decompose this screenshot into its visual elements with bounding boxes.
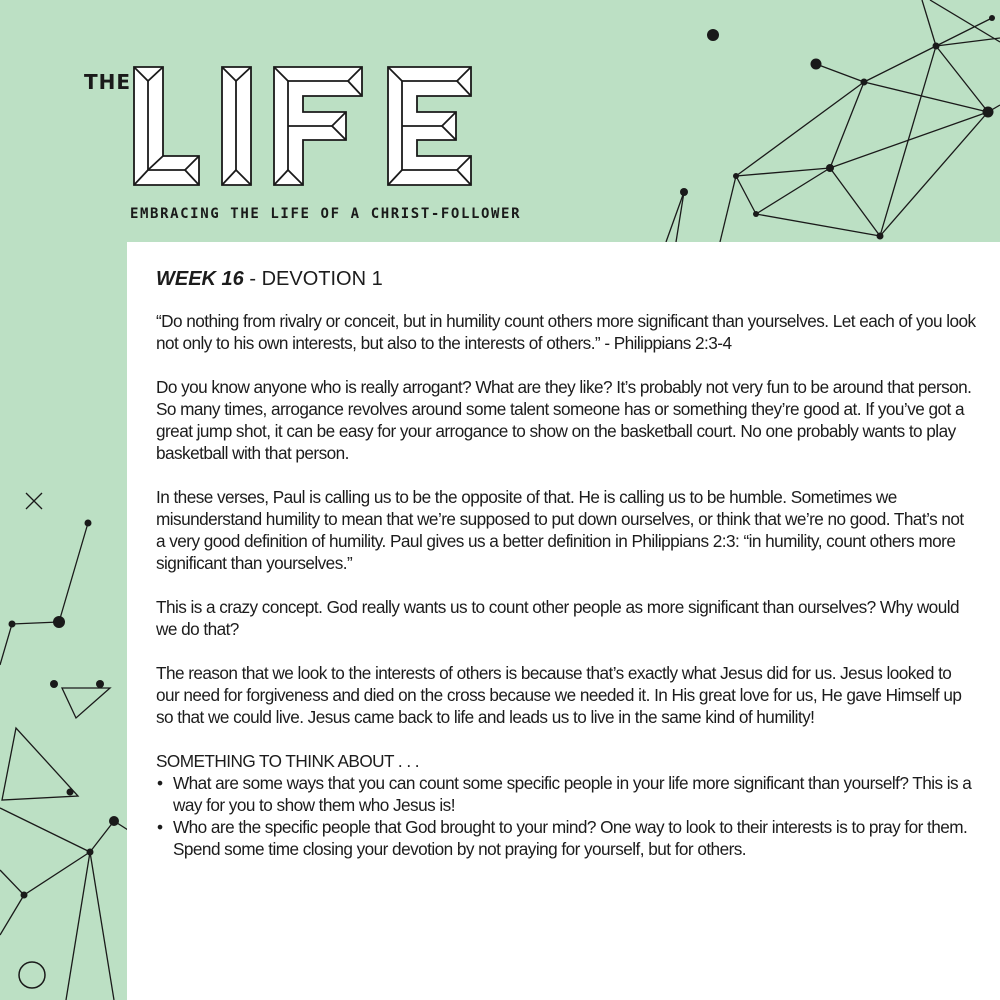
logo-the-label: THE: [84, 70, 132, 94]
think-about-heading: SOMETHING TO THINK ABOUT . . .: [156, 751, 420, 771]
body-paragraph: In these verses, Paul is calling us to be the opposite of that. He is calling us to be humble. Sometimes we misunderstand humility to mean that we’re supposed to put down ourselves, or think that we’re no good. That’s not a very good definition of humility. Paul gives us a better definition in Philippians 2:3: “in humility, count others more significant than yourselves.”: [156, 487, 964, 573]
question-text: What are some ways that you can count some specific people in your life more significant than yourself? This is a way for you to show them who Jesus is!: [173, 773, 972, 815]
life-logo: [130, 64, 475, 188]
question-item: [156, 816, 976, 860]
question-text: Who are the specific people that God brought to your mind? One way to look to their interests is to pray for them. Spend some time closing your devotion by not praying for yourself, but for others.: [173, 817, 968, 859]
devotion-heading: [156, 268, 976, 290]
network-decoration-left: [0, 0, 130, 1000]
bullet-icon: •: [157, 773, 163, 793]
question-item: [156, 772, 976, 816]
body-paragraph: This is a crazy concept. God really wants us to count other people as more significant than ourselves? Why would we do that?: [156, 597, 959, 639]
devotion-label: - DEVOTION 1: [243, 268, 383, 290]
bullet-icon: •: [157, 817, 163, 837]
body-paragraph: Do you know anyone who is really arrogant? What are they like? It’s probably not very fun to be around that person. So many times, arrogance revolves around some talent someone has or something they’re good at. If you’ve got a great jump shot, it can be easy for your arrogance to show on the basketball court. No one probably wants to play basketball with that person.: [156, 377, 972, 463]
week-label: WEEK 16: [156, 268, 244, 290]
devotion-content: [156, 268, 976, 860]
circle-icon: [19, 962, 45, 988]
triangle-icon: [62, 688, 110, 718]
body-paragraph: The reason that we look to the interests of others is because that’s exactly what Jesus did for us. Jesus looked to our need for forgiveness and died on the cross because we needed it. In His great love for us, He gave Himself up so that we could live. Jesus came back to life and leads us to live in the same kind of humility!: [156, 663, 962, 727]
scripture-quote: “Do nothing from rivalry or conceit, but in humility count others more significant than yourselves. Let each of you look not only to his own interests, but also to the interests of others.” - Philippians 2:3-4: [156, 311, 976, 353]
question-list: [156, 772, 976, 860]
tagline: EMBRACING THE LIFE OF A CHRIST-FOLLOWER: [130, 206, 522, 222]
